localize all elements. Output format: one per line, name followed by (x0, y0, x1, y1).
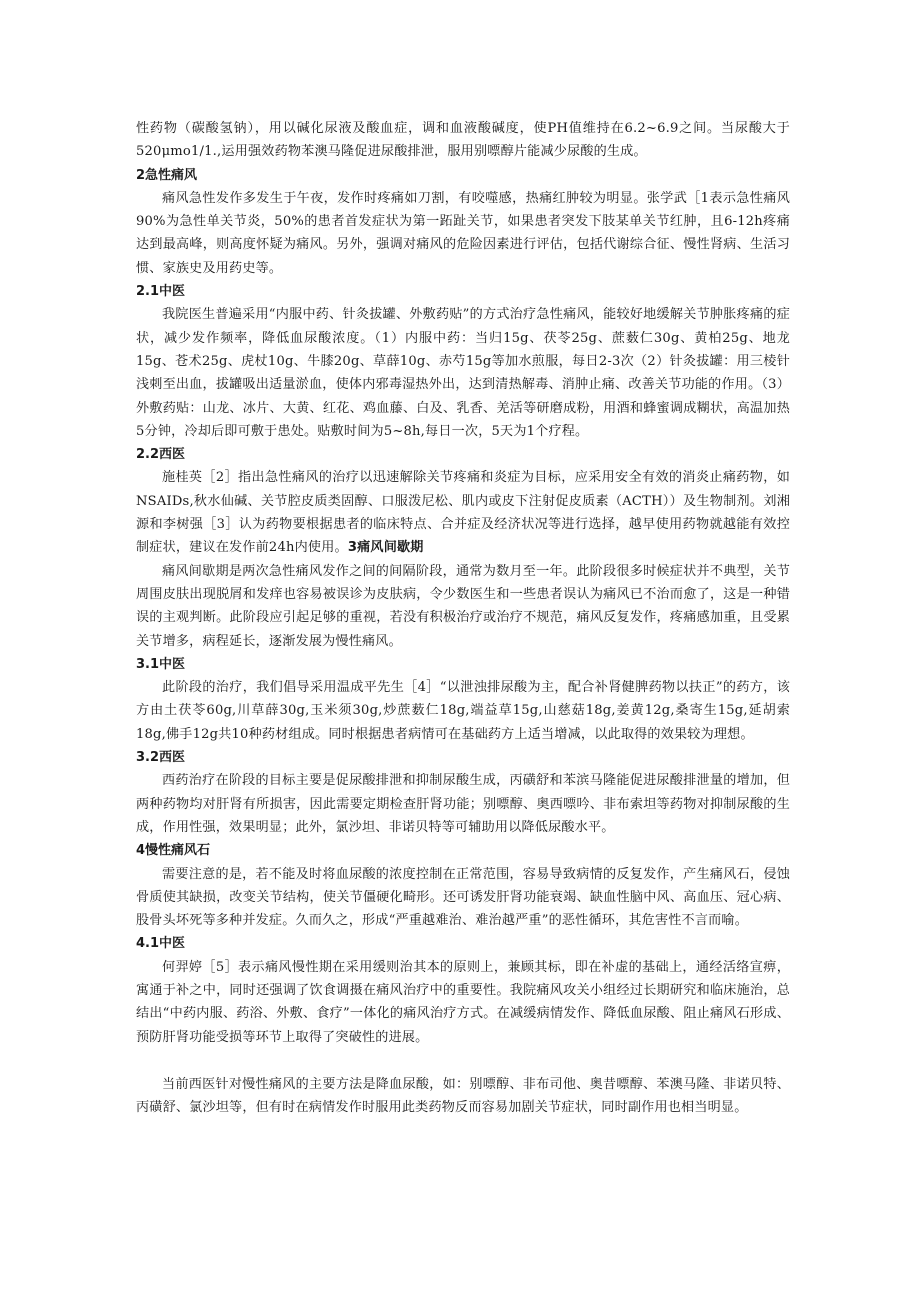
paragraph-intermittent: 痛风间歇期是两次急性痛风发作之间的间隔阶段，通常为数月至一年。此阶段很多时候症状并不典型，关节周围皮肤出现脱屑和发痒也容易被误诊为皮肤病，令少数医生和一些患者误认为痛风已不治而愈了，这是一种错误的主观判断。此阶段应引起足够的重视，若没有积极治疗或治疗不规范，痛风反复发作，疼痛感加重，且受累关节增多，病程延长，逐渐发展为慢性痛风。 (136, 563, 790, 649)
section-heading-3-2: 3.2西医 (136, 750, 186, 766)
paragraph-spacer (136, 1049, 790, 1073)
section-heading-2-2: 2.2西医 (136, 447, 186, 463)
section-heading-4-1: 4.1中医 (136, 936, 186, 952)
document-body (136, 117, 790, 1119)
intro-paragraph: 性药物（碳酸氢钠），用以碱化尿液及酸血症，调和血液酸碱度，使PH值维持在6.2~6.9之间。当尿酸大于520μmo1/1.,运用强效药物苯澳马隆促进尿酸排泄，服用别嘌醇片能减少尿酸的生成。 (136, 121, 790, 160)
paragraph-acute-western (136, 466, 790, 559)
section-heading-3-1: 3.1中医 (136, 656, 186, 672)
section-heading-2-1: 2.1中医 (136, 284, 186, 300)
paragraph-acute-western-text: 施桂英［2］指出急性痛风的治疗以迅速解除关节疼痛和炎症为目标，应采用安全有效的消炎止痛药物，如NSAIDs,秋水仙碱、关节腔皮质类固醇、口服泼尼松、肌内或皮下注射促皮质素（ACTH））及生物制剂。刘湘源和李树强［3］认为药物要根据患者的临床特点、合并症及经济状况等进行选择，越早使用药物就越能有效控制症状，建议在发作前24h内使用。 (136, 470, 790, 556)
section-heading-3: 3痛风间歇期 (347, 540, 424, 556)
paragraph-acute-gout: 痛风急性发作多发生于午夜，发作时疼痛如刀割，有咬噬感，热痛红肿较为明显。张学武［1表示急性痛风90%为急性单关节炎，50%的患者首发症状为第一跖趾关节，如果患者突发下肢某单关节红肿，且6-12h疼痛达到最高峰，则高度怀疑为痛风。另外，强调对痛风的危险因素进行评估，包括代谢综合征、慢性肾病、生活习惯、家族史及用药史等。 (136, 190, 790, 276)
section-heading-2: 2急性痛风 (136, 167, 198, 183)
paragraph-chronic-tcm: 何羿婷［5］表示痛风慢性期在采用缓则治其本的原则上，兼顾其标，即在补虚的基础上，通经活络宣痹，寓通于补之中，同时还强调了饮食调摄在痛风治疗中的重要性。我院痛风攻关小组经过长期研究和临床施治，总结出“中药内服、药浴、外敷、食疗”一体化的痛风治疗方式。在减缓病情发作、降低血尿酸、阻止痛风石形成、预防肝肾功能受损等环节上取得了突破性的进展。 (136, 959, 790, 1045)
paragraph-intermittent-western: 西药治疗在阶段的目标主要是促尿酸排泄和抑制尿酸生成，丙磺舒和苯滨马隆能促进尿酸排泄量的增加，但两种药物均对肝肾有所损害，因此需要定期检查肝肾功能；别嘌醇、奥西嘌吟、非布索坦等药物对抑制尿酸的生成，作用性强，效果明显；此外，氯沙坦、非诺贝特等可辅助用以降低尿酸水平。 (136, 773, 790, 835)
paragraph-intermittent-tcm: 此阶段的治疗，我们倡导采用温成平先生［4］“以泄浊排尿酸为主，配合补肾健脾药物以扶正”的药方，该方由土茯苓60g,川草薛30g,玉米须30g,炒蔗薮仁18g,端益草15g,山慈菇18g,姜黄12g,桑寄生15g,延胡索18g,佛手12g共10种药材组成。同时根据患者病情可在基础药方上适当增减，以此取得的效果较为理想。 (136, 680, 790, 742)
paragraph-chronic-western: 当前西医针对慢性痛风的主要方法是降血尿酸，如：别嘌醇、非布司他、奥昔嘌醇、苯澳马隆、非诺贝特、丙磺舒、氯沙坦等，但有时在病情发作时服用此类药物反而容易加剧关节症状，同时副作用也相当明显。 (136, 1076, 790, 1116)
paragraph-chronic-tophus: 需要注意的是，若不能及时将血尿酸的浓度控制在正常范围，容易导致病情的反复发作，产生痛风石，侵蚀骨质使其缺损，改变关节结构，使关节僵硬化畸形。还可诱发肝肾功能衰竭、缺血性脑中风、高血压、冠心病、股骨头坏死等多种并发症。久而久之，形成“严重越难治、难治越严重”的恶性循环，其危害性不言而喻。 (136, 866, 790, 929)
section-heading-4: 4慢性痛风石 (136, 843, 211, 859)
paragraph-acute-tcm: 我院医生普遍采用“内服中药、针灸拔罐、外敷药贴”的方式治疗急性痛风，能较好地缓解关节肿胀疼痛的症状，减少发作频率，降低血尿酸浓度。（1）内服中药：当归15g、茯苓25g、蔗薮仁30g、黄柏25g、地龙15g、苍术25g、虎杖10g、牛膝20g、草薛10g、赤芍15g等加水煎服，每日2-3次（2）针灸拔罐：用三棱针浅刺至出血，拔罐吸出适量淤血，使体内邪毒湿热外出，达到清热解毒、消肿止痛、改善关节功能的作用。（3）外敷药贴：山龙、冰片、大黄、红花、鸡血藤、白及、乳香、羌活等研磨成粉，用酒和蜂蜜调成糊状，高温加热5分钟，冷却后即可敷于患处。贴敷时间为5~8h,每日一次，5天为1个疗程。 (136, 307, 790, 439)
